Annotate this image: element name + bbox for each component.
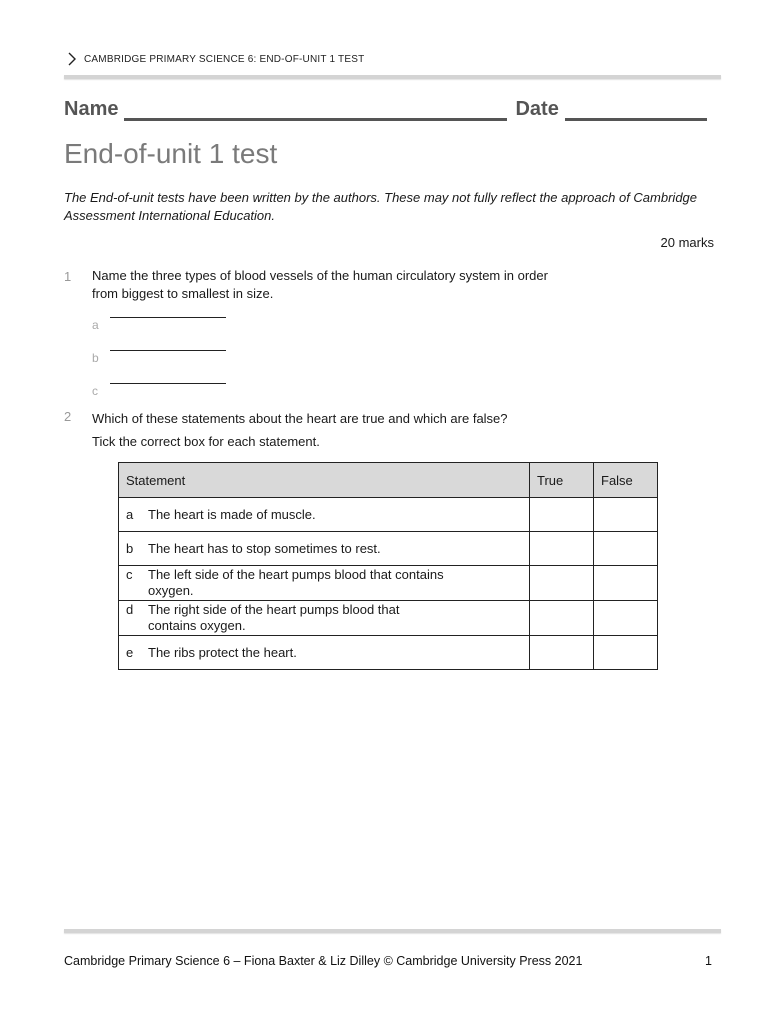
answer-line-b[interactable] — [110, 350, 226, 351]
question-text: Which of these statements about the heart are true and which are false? Tick the correct box for each statement. — [92, 411, 508, 449]
false-tick-box[interactable] — [594, 532, 658, 566]
intro-note: The End-of-unit tests have been written by the authors. These may not fully reflect the approach of Cambridge Assessment International Education. — [64, 190, 698, 223]
statement-text: The heart is made of muscle. — [148, 506, 316, 522]
statement-cell — [119, 566, 530, 601]
false-tick-box[interactable] — [594, 601, 658, 636]
total-marks: 20 marks — [660, 235, 714, 250]
statement-text: The ribs protect the heart. — [148, 644, 297, 660]
true-tick-box[interactable] — [530, 566, 594, 601]
row-letter: a — [126, 506, 134, 522]
statement-text: The heart has to stop sometimes to rest. — [148, 540, 381, 556]
false-tick-box[interactable] — [594, 498, 658, 532]
part-label-a: a — [92, 318, 99, 332]
running-header — [67, 52, 364, 66]
page-footer — [64, 954, 712, 968]
statement-cell — [119, 636, 530, 670]
question-number: 1 — [64, 269, 72, 284]
answer-line-c[interactable] — [110, 383, 226, 384]
true-tick-box[interactable] — [530, 498, 594, 532]
header-statement: Statement — [119, 463, 530, 498]
chevron-right-icon — [67, 52, 76, 66]
true-tick-box[interactable] — [530, 532, 594, 566]
statement-text: The right side of the heart pumps blood that contains oxygen. — [148, 602, 400, 633]
row-letter: d — [126, 602, 134, 617]
question-text: Name the three types of blood vessels of the human circulatory system in order from biggest to smallest in size. — [92, 268, 548, 301]
question-number: 2 — [64, 409, 72, 424]
statement-cell — [119, 601, 530, 636]
footer-credit: Cambridge Primary Science 6 – Fiona Baxter & Liz Dilley © Cambridge University Press 2021 — [64, 954, 583, 968]
true-tick-box[interactable] — [530, 601, 594, 636]
page-number: 1 — [705, 954, 712, 968]
statement-text: The left side of the heart pumps blood that contains oxygen. — [148, 567, 444, 598]
name-field[interactable] — [124, 98, 507, 121]
name-label: Name — [64, 98, 119, 120]
footer-divider — [64, 929, 721, 933]
date-label: Date — [515, 98, 559, 120]
table-row — [119, 532, 658, 566]
table-row — [119, 498, 658, 532]
true-false-table — [118, 462, 658, 670]
part-label-b: b — [92, 351, 99, 365]
date-field[interactable] — [565, 98, 707, 121]
table-row — [119, 566, 658, 601]
page-title: End-of-unit 1 test — [64, 138, 278, 169]
false-tick-box[interactable] — [594, 566, 658, 601]
false-tick-box[interactable] — [594, 636, 658, 670]
table-row — [119, 636, 658, 670]
answer-line-a[interactable] — [110, 317, 226, 318]
true-tick-box[interactable] — [530, 636, 594, 670]
table-row — [119, 601, 658, 636]
row-letter: e — [126, 644, 134, 660]
table-header-row — [119, 463, 658, 498]
header-text: CAMBRIDGE PRIMARY SCIENCE 6: END-OF-UNIT 1 TEST — [84, 53, 365, 65]
row-letter: c — [126, 567, 133, 582]
header-divider — [64, 75, 721, 79]
header-false: False — [594, 463, 658, 498]
row-letter: b — [126, 540, 134, 556]
name-date-row — [64, 98, 724, 121]
statement-cell — [119, 532, 530, 566]
header-true: True — [530, 463, 594, 498]
statement-cell — [119, 498, 530, 532]
part-label-c: c — [92, 384, 98, 398]
